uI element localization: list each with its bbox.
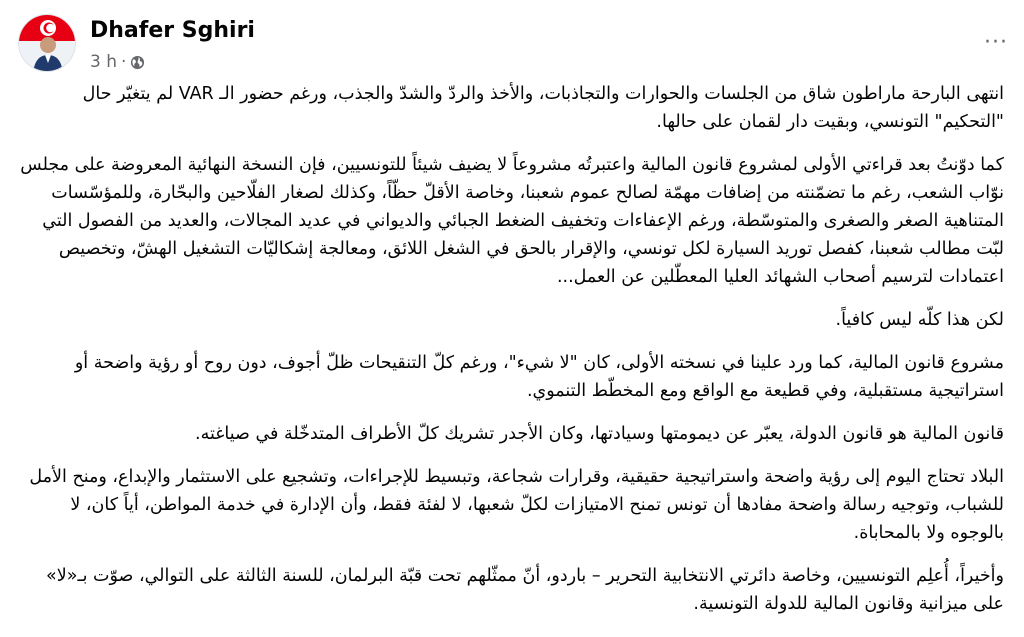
more-options-icon[interactable]: ··· — [984, 30, 1008, 55]
post-paragraph: لكن هذا كلّه ليس كافياً. — [835, 310, 1004, 330]
post-paragraph: مشروع قانون المالية، كما ورد علينا في نسخته الأولى، كان "لا شيء"، ورغم كلّ التنقيحات ظلّ أجوف، دون روح أو رؤية واضحة أو استراتيجية مستقبلية، وفي قطيعة مع الواقع ومع المخطّط التنموي. — [74, 353, 1004, 401]
author-avatar[interactable] — [18, 14, 76, 72]
author-name[interactable]: Dhafer Sghiri — [90, 18, 255, 43]
post-paragraph: انتهى البارحة ماراطون شاق من الجلسات والحوارات والتجاذبات، والأخذ والردّ والشدّ والجذب، ورغم حضور الـ VAR لم يتغيّر حال "التحكيم" التونسي، وبقيت دار لقمان على حالها. — [82, 84, 1004, 132]
post-body — [14, 80, 1004, 633]
post-header — [18, 14, 1008, 78]
avatar-image — [19, 15, 76, 72]
post-time[interactable]: 3 h — [90, 52, 117, 72]
post-paragraph: وأخيراً، أُعلِم التونسيين، وخاصة دائرتي الانتخابية التحرير – باردو، أنّ ممثّلهم تحت قبّة البرلمان، للسنة الثالثة على التوالي، صوّت بـ«لا» على ميزانية وقانون المالية للدولة التونسية. — [46, 566, 1004, 614]
post-meta — [90, 52, 145, 72]
globe-icon[interactable] — [130, 55, 145, 70]
post-paragraph: قانون المالية هو قانون الدولة، يعبّر عن ديمومتها وسيادتها، وكان الأجدر تشريك كلّ الأطراف المتدخّلة في صياغته. — [195, 424, 1004, 444]
post-paragraph: البلاد تحتاج اليوم إلى رؤية واضحة واستراتيجية حقيقية، وقرارات شجاعة، وتبسيط للإجراءات، وتشجيع على الاستثمار والإبداع، ومنح الأمل للشباب، وتوجيه رسالة واضحة مفادها أن تونس تمنح الامتيازات لكلّ شعبها، لا لفئة فقط، وأن الإدارة في خدمة المواطن، أياً كان، لا بالوجوه ولا بالمحاباة. — [29, 467, 1004, 543]
meta-separator: · — [121, 52, 127, 72]
post-paragraph: كما دوّنتُ بعد قراءتي الأولى لمشروع قانون المالية واعتبرتُه مشروعاً لا يضيف شيئاً للتونسيين، فإن النسخة النهائية المعروضة على مجلس نوّاب الشعب، رغم ما تضمّنته من إضافات مهمّة لصالح عموم شعبنا، وخاصة الأقلّ حظّاً، وكذلك لصغار الفلّاحين والبحّارة، وللمؤسّسات المتناهية الصغر والصغرى والمتوسّطة، ورغم الإعفاءات وتخفيف الضغط الجبائي والديواني في عديد المجالات، والعديد من الفصول التي لبّت مطالب شعبنا، كفصل توريد السيارة لكل تونسي، والإقرار بالحق في الشغل اللائق، ومعالجة إشكاليّات التشغيل الهشّ، وتخصيص اعتمادات لترسيم أصحاب الشهائد العليا المعطّلين عن العمل... — [20, 155, 1004, 287]
